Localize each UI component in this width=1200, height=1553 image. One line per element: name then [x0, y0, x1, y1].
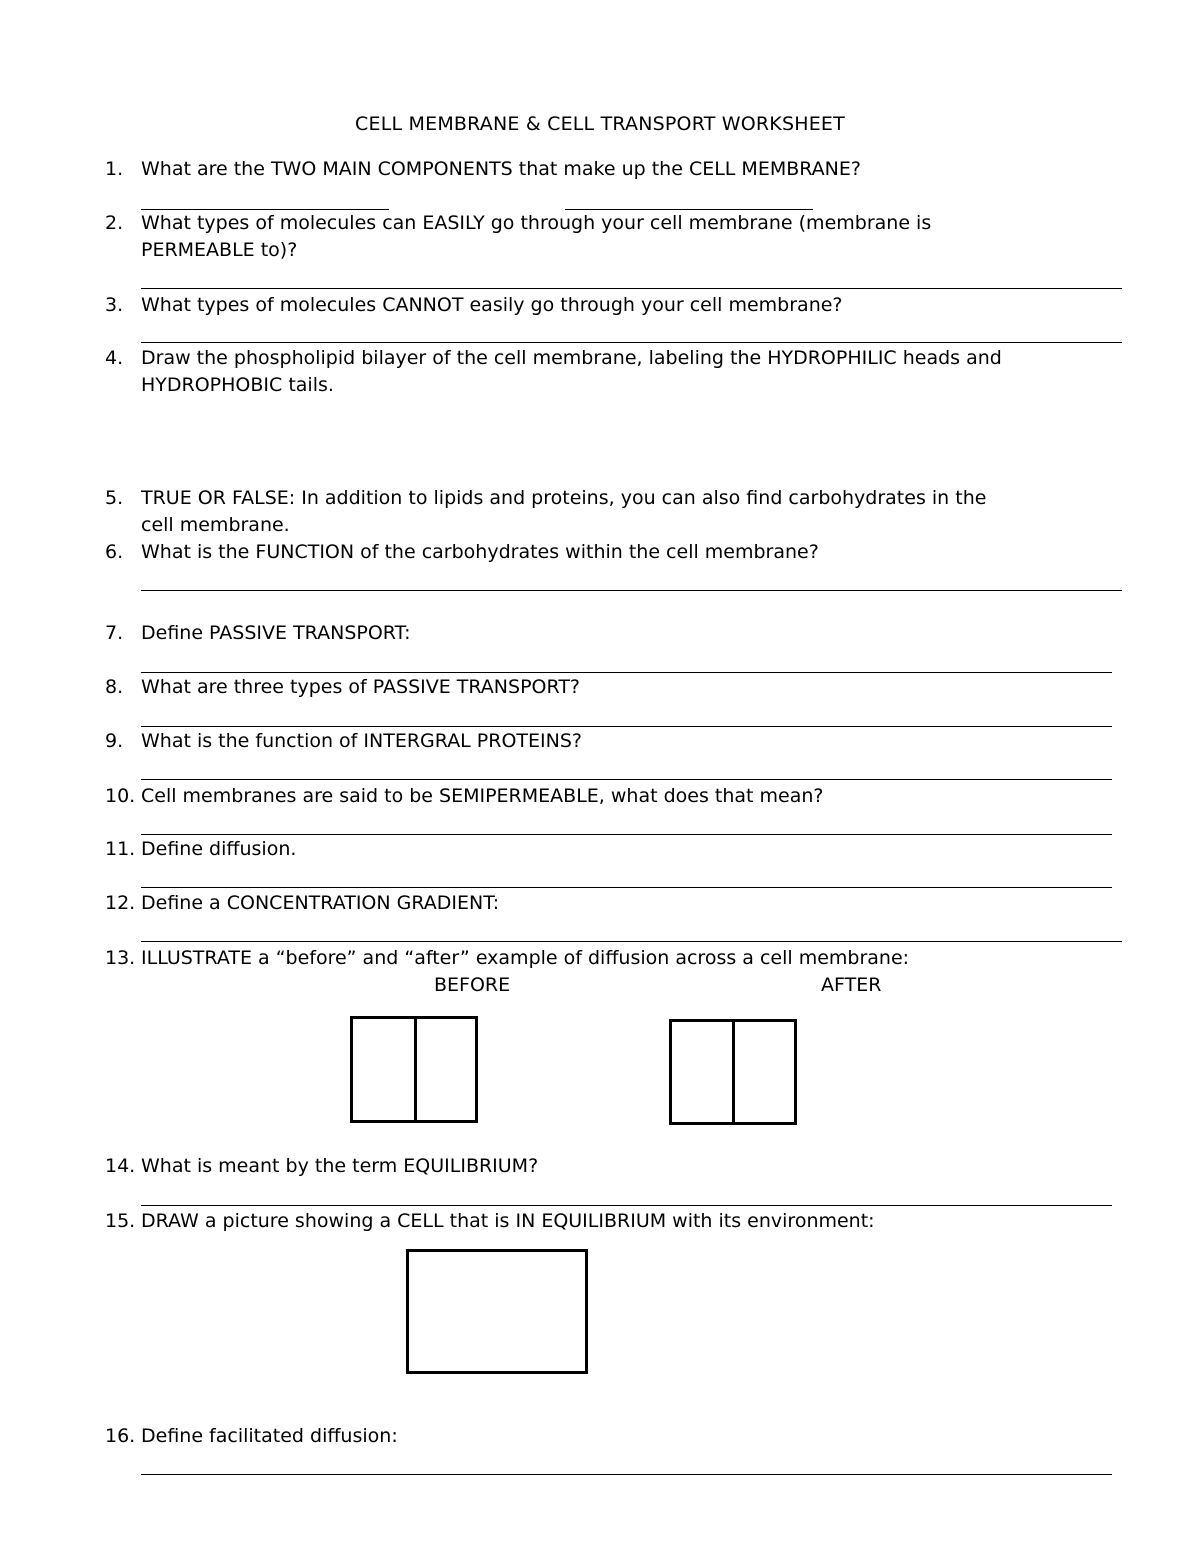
question-text: Draw the phospholipid bilayer of the cell membrane, labeling the HYDROPHILIC heads and — [141, 347, 1002, 369]
question-number: 15. — [105, 1210, 136, 1232]
question-text: What is the FUNCTION of the carbohydrates within the cell membrane? — [141, 541, 819, 563]
worksheet-title: CELL MEMBRANE & CELL TRANSPORT WORKSHEET — [355, 113, 845, 135]
question-number: 12. — [105, 892, 136, 914]
question-text: Cell membranes are said to be SEMIPERMEABLE, what does that mean? — [141, 785, 824, 807]
question-number: 2. — [105, 212, 124, 234]
answer-line[interactable] — [141, 288, 1122, 289]
question-number: 6. — [105, 541, 124, 563]
question-text: What types of molecules CANNOT easily go through your cell membrane? — [141, 294, 843, 316]
question-text: cell membrane. — [141, 514, 290, 536]
question-number: 13. — [105, 947, 136, 969]
answer-line[interactable] — [141, 779, 1112, 780]
question-text: What are the TWO MAIN COMPONENTS that make up the CELL MEMBRANE? — [141, 158, 861, 180]
question-number: 9. — [105, 730, 124, 752]
after-label: AFTER — [821, 974, 882, 996]
after-diagram-box[interactable] — [669, 1019, 797, 1125]
question-number: 3. — [105, 294, 124, 316]
question-text: What types of molecules can EASILY go through your cell membrane (membrane is — [141, 212, 932, 234]
membrane-divider — [732, 1022, 735, 1122]
answer-line[interactable] — [141, 941, 1122, 942]
question-text: What are three types of PASSIVE TRANSPORT? — [141, 676, 581, 698]
answer-line[interactable] — [141, 672, 1112, 673]
question-text: Define a CONCENTRATION GRADIENT: — [141, 892, 500, 914]
answer-line[interactable] — [141, 887, 1112, 888]
answer-line[interactable] — [141, 342, 1122, 343]
question-number: 14. — [105, 1155, 136, 1177]
question-text: HYDROPHOBIC tails. — [141, 374, 334, 396]
question-text: ILLUSTRATE a “before” and “after” example of diffusion across a cell membrane: — [141, 947, 910, 969]
answer-line[interactable] — [141, 590, 1122, 591]
equilibrium-drawing-box[interactable] — [406, 1249, 588, 1374]
question-text: DRAW a picture showing a CELL that is IN EQUILIBRIUM with its environment: — [141, 1210, 875, 1232]
answer-line[interactable] — [141, 1474, 1112, 1475]
question-number: 4. — [105, 347, 124, 369]
question-number: 7. — [105, 622, 124, 644]
question-text: What is meant by the term EQUILIBRIUM? — [141, 1155, 539, 1177]
question-number: 16. — [105, 1425, 136, 1447]
question-text: Define PASSIVE TRANSPORT: — [141, 622, 411, 644]
question-text: PERMEABLE to)? — [141, 239, 298, 261]
answer-line[interactable] — [141, 1205, 1112, 1206]
question-text: What is the function of INTERGRAL PROTEINS? — [141, 730, 582, 752]
before-diagram-box[interactable] — [350, 1016, 478, 1123]
before-label: BEFORE — [434, 974, 511, 996]
answer-line[interactable] — [141, 834, 1112, 835]
question-number: 11. — [105, 838, 136, 860]
question-number: 5. — [105, 487, 124, 509]
membrane-divider — [414, 1019, 417, 1120]
question-text: TRUE OR FALSE: In addition to lipids and proteins, you can also find carbohydrates in the — [141, 487, 987, 509]
question-number: 1. — [105, 158, 124, 180]
answer-line[interactable] — [141, 726, 1112, 727]
question-text: Define diffusion. — [141, 838, 297, 860]
question-number: 8. — [105, 676, 124, 698]
question-number: 10. — [105, 785, 136, 807]
question-text: Define facilitated diffusion: — [141, 1425, 398, 1447]
